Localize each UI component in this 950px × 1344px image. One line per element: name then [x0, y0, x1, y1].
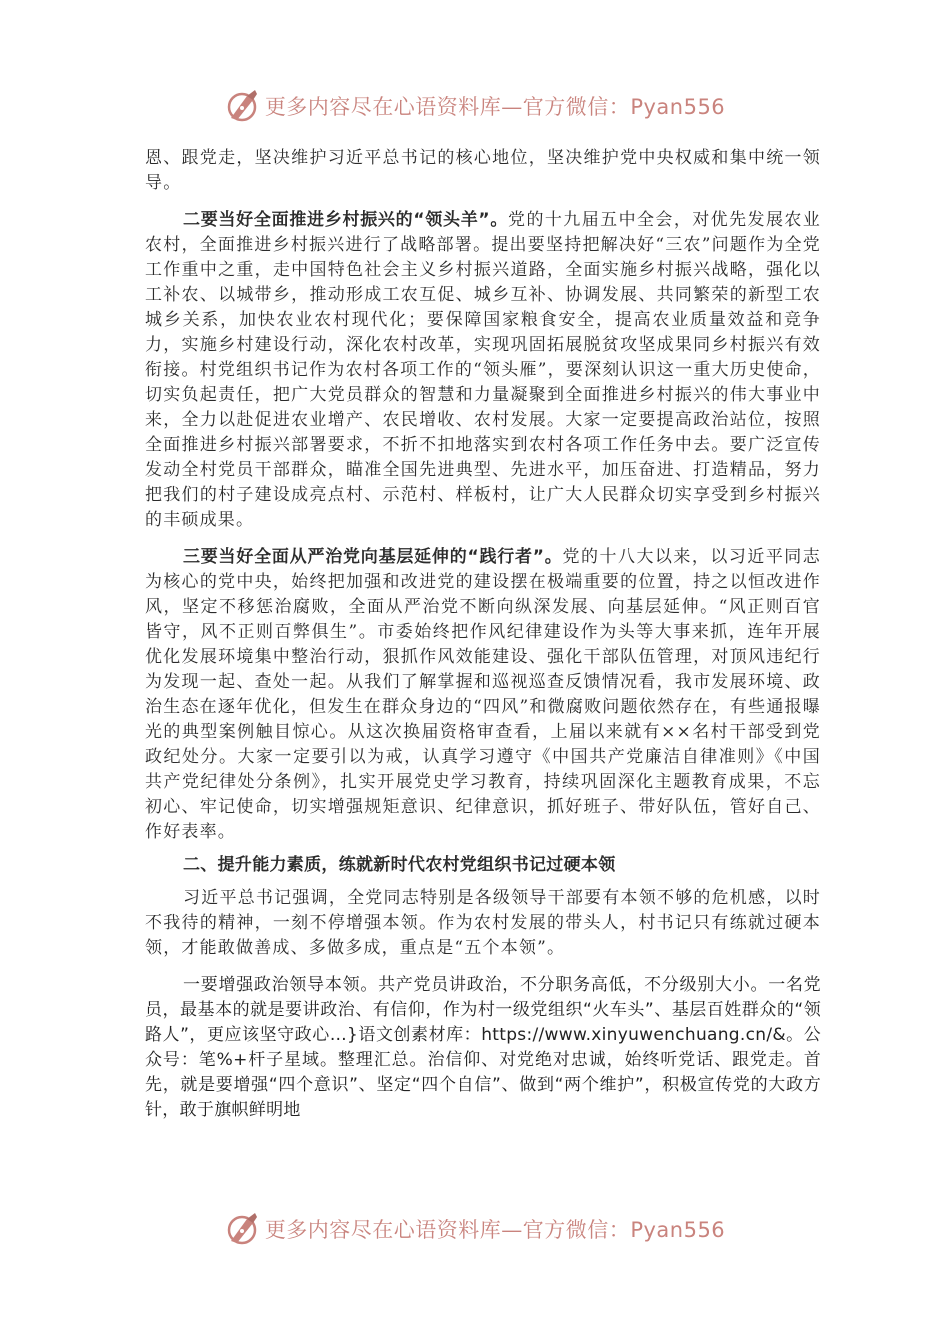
paragraph-political-leadership: 一要增强政治领导本领。共产党员讲政治，不分职务高低，不分级别大小。一名党员，最基本的就是要讲政治、有信仰，作为村一级党组织“火车头”、基层百姓群众的“领路人”，更应该坚守政心…}语文创素材库：https://www.xinyuwenchuang.cn/&。公众号：笔%+杆子星域。整理汇总。治信仰、对党绝对忠诚，始终听党话、跟党走。首先，就是要增强“四个意识”、坚定“四个自信”、做到“两个维护”，积极宣传党的大政方针，敢于旗帜鲜明地: [145, 975, 821, 1120]
paragraph-lead-bold: 三要当好全面从严治党向基层延伸的“践行者”。: [183, 547, 563, 567]
paragraph-party-discipline: 三要当好全面从严治党向基层延伸的“践行者”。党的十八大以来，以习近平同志为核心的党中央，始终把加强和改进党的建设摆在极端重要的位置，持之以恒改进作风，坚定不移惩治腐败，全面从严治党不断向纵深发展、向基层延伸。“风正则百官皆守，风不正则百弊俱生”。市委始终把作风纪律建设作为头等大事来抓，连年开展优化发展环境集中整治行动，狠抓作风效能建设、强化干部队伍管理，对顶风违纪行为发现一起、查处一起。从我们了解掌握和巡视巡查反馈情况看，我市发展环境、政治生态在逐年优化，但发生在群众身边的“四风”和微腐败问题依然存在，有些通报曝光的典型案例触目惊心。从这次换届资格审查看，上届以来就有××名村干部受到党政纪处分。大家一定要引以为戒，认真学习遵守《中国共产党廉洁自律准则》《中国共产党纪律处分条例》，扎实开展党史学习教育，持续巩固深化主题教育成果，不忘初心、牢记使命，切实增强规矩意识、纪律意识，抓好班子、带好队伍，管好自己、作好表率。: [145, 547, 821, 842]
header-watermark-banner: [0, 86, 950, 126]
footer-watermark-banner: [0, 1209, 950, 1249]
paragraph-lead-bold: 二要当好全面推进乡村振兴的“领头羊”。: [183, 210, 509, 230]
wechat-id: Pyan556: [630, 95, 726, 119]
paragraph-continuation: 恩、跟党走，坚决维护习近平总书记的核心地位，坚决维护党中央权威和集中统一领导。: [145, 148, 821, 193]
wechat-id: Pyan556: [630, 1218, 726, 1242]
section-heading: 二、提升能力素质，练就新时代农村党组织书记过硬本领: [183, 855, 616, 875]
paragraph-abilities: 习近平总书记强调，全党同志特别是各级领导干部要有本领不够的危机感，以时不我待的精神，一刻不停增强本领。作为农村发展的带头人，村书记只有练就过硬本领，才能敢做善成、多做多成，重点是“五个本领”。: [145, 888, 821, 958]
pen-nib-circle-icon: [225, 1211, 261, 1247]
watermark-text: 更多内容尽在心语资料库—官方微信：Pyan556: [264, 1218, 726, 1242]
watermark-text: 更多内容尽在心语资料库—官方微信：Pyan556: [264, 95, 726, 119]
pen-nib-circle-icon: [225, 88, 261, 124]
document-body: [145, 146, 821, 1123]
paragraph-rural-revitalization: 二要当好全面推进乡村振兴的“领头羊”。党的十九届五中全会，对优先发展农业农村，全面推进乡村振兴进行了战略部署。提出要坚持把解决好“三农”问题作为全党工作重中之重，走中国特色社会主义乡村振兴道路，全面实施乡村振兴战略，强化以工补农、以城带乡，推动形成工农互促、城乡互补、协调发展、共同繁荣的新型工农城乡关系，加快农业农村现代化；要保障国家粮食安全，提高农业质量效益和竞争力，实施乡村建设行动，深化农村改革，实现巩固拓展脱贫攻坚成果同乡村振兴有效衔接。村党组织书记作为农村各项工作的“领头雁”，要深刻认识这一重大历史使命，切实负起责任，把广大党员群众的智慧和力量凝聚到全面推进乡村振兴的伟大事业中来，全力以赴促进农业增产、农民增收、农村发展。大家一定要提高政治站位，按照全面推进乡村振兴部署要求，不折不扣地落实到农村各项工作任务中去。要广泛宣传发动全村党员干部群众，瞄准全国先进典型、先进水平，加压奋进、打造精品，努力把我们的村子建设成亮点村、示范村、样板村，让广大人民群众切实享受到乡村振兴的丰硕成果。: [145, 210, 821, 530]
